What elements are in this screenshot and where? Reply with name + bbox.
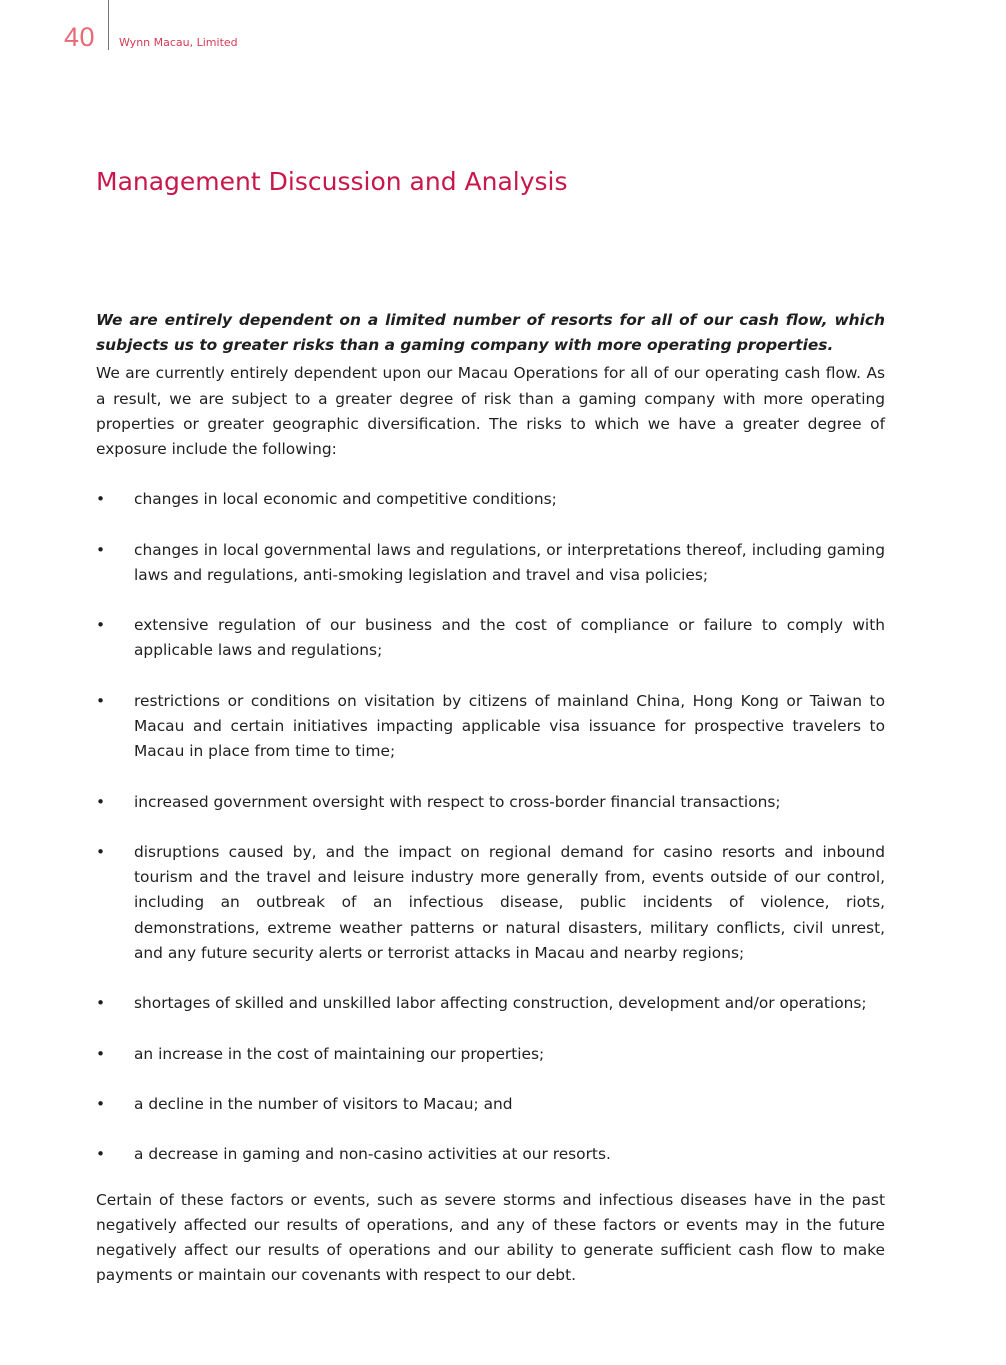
list-item-text: extensive regulation of our business and the cost of compliance or failure to comply with applicable laws and regulations; [134, 616, 885, 660]
list-item-text: a decline in the number of visitors to Macau; and [134, 1094, 513, 1113]
list-item [96, 840, 885, 966]
page-number: 40 [64, 22, 96, 52]
list-item [96, 1142, 885, 1167]
bullet-icon: • [96, 1044, 106, 1063]
closing-paragraph: Certain of these factors or events, such as severe storms and infectious diseases have in the past negatively affected our results of operations, and any of these factors or events may in the future negatively affect our results of operations and our ability to generate sufficient cash flow to make payments or maintain our covenants with respect to our debt. [96, 1190, 885, 1285]
bullet-icon: • [96, 792, 106, 811]
bullet-icon: • [96, 994, 106, 1013]
list-item-text: disruptions caused by, and the impact on regional demand for casino resorts and inbound tourism and the travel and leisure industry more generally from, events outside of our control, including an outbreak of an infectious disease, public incidents of violence, riots, demonstrations, extreme weather patterns or natural disasters, military conflicts, civil unrest, and any future security alerts or terrorist attacks in Macau and nearby regions; [134, 842, 885, 962]
list-item-text: restrictions or conditions on visitation by citizens of mainland China, Hong Kong or Taiwan to Macau and certain initiatives impacting applicable visa issuance for prospective travelers to Macau in place from time to time; [134, 691, 885, 761]
bullet-icon: • [96, 842, 106, 861]
risk-list [96, 487, 885, 1167]
bullet-icon: • [96, 490, 106, 509]
list-item [96, 538, 885, 588]
bullet-icon: • [96, 540, 106, 559]
bullet-icon: • [96, 1094, 106, 1113]
list-item [96, 991, 885, 1016]
list-item-text: an increase in the cost of maintaining our properties; [134, 1044, 545, 1063]
section-title: Management Discussion and Analysis [96, 167, 568, 196]
list-item-text: a decrease in gaming and non-casino activities at our resorts. [134, 1145, 611, 1164]
list-item-text: changes in local governmental laws and regulations, or interpretations thereof, including gaming laws and regulations, anti-smoking legislation and travel and visa policies; [134, 540, 885, 584]
list-item-text: changes in local economic and competitive conditions; [134, 490, 557, 509]
list-item [96, 613, 885, 663]
list-item-text: shortages of skilled and unskilled labor affecting construction, development and/or operations; [134, 994, 867, 1013]
bullet-icon: • [96, 691, 106, 710]
list-item [96, 790, 885, 815]
bullet-icon: • [96, 1145, 106, 1164]
list-item-text: increased government oversight with respect to cross-border financial transactions; [134, 792, 781, 811]
header-divider [108, 0, 109, 50]
list-item [96, 689, 885, 765]
main-content [96, 308, 885, 1288]
risk-factor-heading: We are entirely dependent on a limited number of resorts for all of our cash flow, which subjects us to greater risks than a gaming company with more operating properties. [96, 311, 885, 355]
list-item [96, 487, 885, 512]
list-item [96, 1092, 885, 1117]
list-item [96, 1042, 885, 1067]
page-header [0, 0, 1006, 60]
bullet-icon: • [96, 616, 106, 635]
company-name: Wynn Macau, Limited [119, 36, 238, 49]
risk-intro-paragraph: We are currently entirely dependent upon our Macau Operations for all of our operating cash flow. As a result, we are subject to a greater degree of risk than a gaming company with more operating properties or greater geographic diversification. The risks to which we have a greater degree of exposure include the following: [96, 364, 885, 459]
